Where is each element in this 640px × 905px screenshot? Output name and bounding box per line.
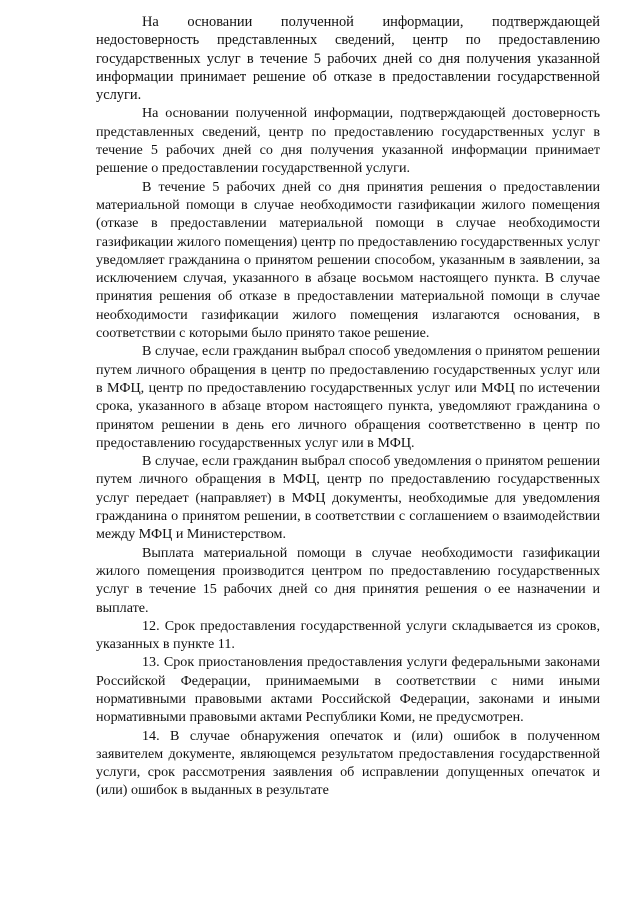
paragraph-14-errors: 14. В случае обнаружения опечаток и (или) ошибок в полученном заявителем документе, являющемся результатом предоставления государственной услуги, срок рассмотрения заявления об исправлении допущенных опечаток и (или) ошибок в выданных в результате bbox=[96, 727, 600, 799]
paragraph-refusal-decision: На основании полученной информации, подтверждающей недостоверность представленных сведений, центр по предоставлению государственных услуг в течение 5 рабочих дней со дня получения указанной информации принимает решение об отказе в предоставлении государственной услуги. bbox=[96, 14, 600, 104]
paragraph-12-term: 12. Срок предоставления государственной услуги складывается из сроков, указанных в пункте 11. bbox=[96, 617, 600, 653]
paragraph-approval-decision: На основании полученной информации, подтверждающей достоверность представленных сведений, центр по предоставлению государственных услуг в течение 5 рабочих дней со дня получения указанной информации принимает решение о предоставлении государственной услуги. bbox=[96, 105, 600, 177]
paragraph-mfc-visit: В случае, если гражданин выбрал способ уведомления о принятом решении путем личного обращения в МФЦ, центр по предоставлению государственных услуг передает (направляет) в МФЦ документы, необходимые для уведомления гражданина о принятом решении, в соответствии с соглашением о взаимодействии между МФЦ и Министерством. bbox=[96, 453, 600, 543]
paragraph-payment: Выплата материальной помощи в случае необходимости газификации жилого помещения производится центром по предоставлению государственных услуг в течение 15 рабочих дней со дня принятия решения о ее назначении и выплате. bbox=[96, 544, 600, 616]
paragraph-13-suspension: 13. Срок приостановления предоставления услуги федеральными законами Российской Федерации, принимаемыми в соответствии с ними иными нормативными правовыми актами Российской Федерации, законами и иными нормативными правовыми актами Республики Коми, не предусмотрен. bbox=[96, 654, 600, 726]
document-body bbox=[96, 13, 600, 800]
paragraph-personal-visit: В случае, если гражданин выбрал способ уведомления о принятом решении путем личного обращения в центр по предоставлению государственных услуг или в МФЦ, центр по предоставлению государственных услуг или МФЦ по истечении срока, указанного в абзаце втором настоящего пункта, уведомляют гражданина о принятом решении в день его личного обращения соответственно в центр по предоставлению государственных услуг или в МФЦ. bbox=[96, 343, 600, 451]
paragraph-notification: В течение 5 рабочих дней со дня принятия решения о предоставлении материальной помощи в случае необходимости газификации жилого помещения (отказе в предоставлении материальной помощи в случае необходимости газификации жилого помещения) центр по предоставлению государственных услуг уведомляет гражданина о принятом решении способом, указанным в заявлении, за исключением случая, указанного в абзаце восьмом настоящего пункта. В случае принятия решения об отказе в предоставлении материальной помощи в случае необходимости газификации жилого помещения излагаются основания, в соответствии с которыми было принято такое решение. bbox=[96, 178, 600, 342]
